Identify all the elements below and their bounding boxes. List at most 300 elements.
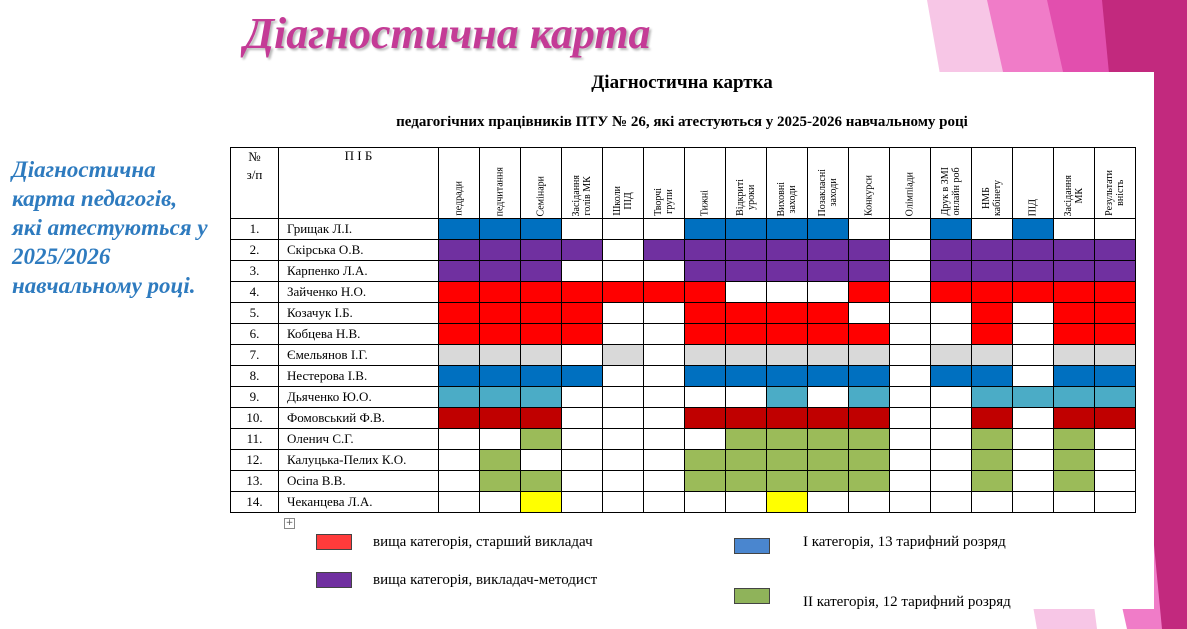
activity-cell [931,450,972,471]
activity-cell [767,261,808,282]
activity-cell [808,492,849,513]
activity-cell [480,450,521,471]
activity-cell [644,219,685,240]
header-column-label: Позакласні заходи [817,168,839,216]
legend-label-blue: І категорія, 13 тарифний розряд [803,534,1006,550]
activity-cell [1013,387,1054,408]
legend-swatch-red [316,534,352,550]
header-column [439,148,480,219]
header-column [1095,148,1136,219]
activity-cell [1054,450,1095,471]
activity-cell [1054,303,1095,324]
table-row [231,261,1136,282]
activity-cell [767,471,808,492]
activity-cell [562,492,603,513]
teacher-name: Оленич С.Г. [279,429,439,450]
header-column [931,148,972,219]
activity-cell [808,387,849,408]
activity-cell [521,471,562,492]
activity-cell [480,492,521,513]
activity-cell [603,492,644,513]
activity-cell [1013,345,1054,366]
activity-cell [890,429,931,450]
activity-cell [1013,429,1054,450]
table-row [231,324,1136,345]
activity-cell [439,471,480,492]
activity-cell [808,408,849,429]
activity-cell [521,450,562,471]
activity-cell [890,240,931,261]
activity-cell [644,303,685,324]
activity-cell [644,408,685,429]
activity-cell [439,219,480,240]
activity-cell [849,492,890,513]
activity-cell [1095,492,1136,513]
activity-cell [767,408,808,429]
legend-label-purple: вища категорія, викладач-методист [373,572,598,588]
header-column-label: Результати вність [1104,170,1126,216]
activity-cell [767,387,808,408]
activity-cell [480,219,521,240]
activity-cell [644,471,685,492]
activity-cell [521,261,562,282]
activity-cell [1095,345,1136,366]
teacher-name: Скірська О.В. [279,240,439,261]
legend-swatch-green [734,588,770,604]
activity-cell [767,219,808,240]
header-column [767,148,808,219]
activity-cell [931,303,972,324]
row-number: 1. [231,219,279,240]
activity-cell [767,303,808,324]
table-row [231,345,1136,366]
activity-cell [972,387,1013,408]
activity-cell [808,429,849,450]
activity-cell [439,450,480,471]
activity-cell [521,429,562,450]
side-caption: Діагностична карта педагогів, які атестуються у 2025/2026 навчальному році. [12,157,208,298]
activity-cell [808,219,849,240]
header-column-label: Школи ПІД [612,186,634,216]
row-number: 8. [231,366,279,387]
activity-cell [439,240,480,261]
activity-cell [603,324,644,345]
activity-cell [1095,324,1136,345]
activity-cell [1095,429,1136,450]
teacher-name: Зайченко Н.О. [279,282,439,303]
header-column-label: ПІД [1027,198,1039,216]
activity-cell [726,492,767,513]
activity-cell [972,303,1013,324]
header-column-label: Творчі групи [653,188,675,216]
activity-cell [1095,387,1136,408]
header-column-label: Виховні заходи [776,181,798,216]
legend-label-red: вища категорія, старший викладач [373,534,593,550]
row-number: 12. [231,450,279,471]
activity-cell [644,450,685,471]
activity-cell [644,345,685,366]
activity-cell [972,492,1013,513]
activity-cell [726,408,767,429]
header-column-label: Семінари [535,175,547,216]
activity-cell [1095,219,1136,240]
activity-cell [603,261,644,282]
header-column [644,148,685,219]
activity-cell [808,282,849,303]
activity-cell [603,408,644,429]
activity-cell [1095,240,1136,261]
activity-cell [1054,492,1095,513]
teacher-name: Кобцева Н.В. [279,324,439,345]
header-column [1054,148,1095,219]
legend-swatch-blue [734,538,770,554]
activity-cell [521,303,562,324]
teacher-name: Ємельянов І.Г. [279,345,439,366]
activity-cell [480,303,521,324]
activity-cell [480,387,521,408]
activity-cell [1095,261,1136,282]
table-row [231,219,1136,240]
activity-cell [931,471,972,492]
activity-cell [808,366,849,387]
activity-cell [767,492,808,513]
row-number: 6. [231,324,279,345]
activity-cell [562,261,603,282]
activity-cell [890,471,931,492]
header-column [849,148,890,219]
activity-cell [439,429,480,450]
activity-cell [644,282,685,303]
activity-cell [439,366,480,387]
header-column-label: педчитання [494,166,506,216]
activity-cell [685,324,726,345]
activity-cell [562,450,603,471]
header-column-label: Тижні [699,189,711,216]
activity-cell [480,429,521,450]
activity-cell [562,345,603,366]
activity-cell [849,387,890,408]
activity-cell [767,282,808,303]
activity-cell [726,219,767,240]
activity-cell [1054,345,1095,366]
activity-cell [439,261,480,282]
teacher-name: Осіпа В.В. [279,471,439,492]
activity-cell [1054,219,1095,240]
activity-cell [644,324,685,345]
header-column-label: Відкриті уроки [735,179,757,216]
activity-cell [890,408,931,429]
header-column-label: Засідання МК [1063,174,1085,216]
activity-cell [808,303,849,324]
activity-cell [726,303,767,324]
activity-cell [767,345,808,366]
activity-cell [849,303,890,324]
activity-cell [972,261,1013,282]
activity-cell [603,303,644,324]
activity-cell [603,366,644,387]
activity-cell [931,219,972,240]
activity-cell [644,240,685,261]
activity-cell [521,492,562,513]
activity-cell [439,492,480,513]
diagnostic-table [230,147,1136,513]
activity-cell [726,240,767,261]
activity-cell [685,450,726,471]
activity-cell [1054,429,1095,450]
activity-cell [480,282,521,303]
activity-cell [808,324,849,345]
activity-cell [562,387,603,408]
activity-cell [972,282,1013,303]
activity-cell [1095,471,1136,492]
header-column [521,148,562,219]
activity-cell [1013,282,1054,303]
activity-cell [685,303,726,324]
activity-cell [849,471,890,492]
row-number: 3. [231,261,279,282]
activity-cell [644,261,685,282]
activity-cell [890,366,931,387]
table-row [231,471,1136,492]
activity-cell [1013,408,1054,429]
activity-cell [972,324,1013,345]
activity-cell [1013,450,1054,471]
activity-cell [767,450,808,471]
activity-cell [1054,366,1095,387]
header-column [480,148,521,219]
activity-cell [972,429,1013,450]
activity-cell [521,282,562,303]
activity-cell [685,492,726,513]
activity-cell [726,450,767,471]
activity-cell [1095,303,1136,324]
activity-cell [849,408,890,429]
header-column-label: Олімпіади [904,171,916,216]
activity-cell [521,324,562,345]
activity-cell [808,471,849,492]
activity-cell [972,450,1013,471]
header-column-label: Друк в ЗМІ онлайн роб [940,167,962,216]
activity-cell [603,429,644,450]
activity-cell [439,324,480,345]
activity-cell [1054,324,1095,345]
activity-cell [603,282,644,303]
activity-cell [890,303,931,324]
activity-cell [439,408,480,429]
activity-cell [1054,282,1095,303]
activity-cell [685,219,726,240]
table-row [231,408,1136,429]
activity-cell [644,366,685,387]
activity-cell [1013,303,1054,324]
activity-cell [849,345,890,366]
teacher-name: Калуцька-Пелих К.О. [279,450,439,471]
activity-cell [480,261,521,282]
table-row [231,240,1136,261]
table-row [231,366,1136,387]
header-column-label: НМБ кабінету [981,179,1003,216]
activity-cell [931,408,972,429]
activity-cell [1013,471,1054,492]
activity-cell [644,387,685,408]
activity-cell [931,366,972,387]
activity-cell [726,366,767,387]
table-header-row [231,148,1136,219]
activity-cell [726,471,767,492]
activity-cell [726,282,767,303]
row-number: 11. [231,429,279,450]
activity-cell [972,408,1013,429]
activity-cell [931,240,972,261]
table-row [231,303,1136,324]
activity-cell [562,303,603,324]
activity-cell [644,429,685,450]
activity-cell [972,219,1013,240]
activity-cell [808,345,849,366]
activity-cell [644,492,685,513]
activity-cell [849,429,890,450]
activity-cell [685,387,726,408]
activity-cell [1054,261,1095,282]
activity-cell [562,408,603,429]
activity-cell [890,261,931,282]
activity-cell [931,345,972,366]
header-column [685,148,726,219]
row-number: 4. [231,282,279,303]
activity-cell [890,282,931,303]
activity-cell [726,261,767,282]
activity-cell [562,219,603,240]
teacher-name: Дьяченко Ю.О. [279,387,439,408]
activity-cell [849,324,890,345]
activity-cell [767,366,808,387]
activity-cell [521,366,562,387]
activity-cell [480,471,521,492]
activity-cell [1054,240,1095,261]
activity-cell [1013,492,1054,513]
activity-cell [767,240,808,261]
row-number: 2. [231,240,279,261]
activity-cell [685,282,726,303]
header-column [890,148,931,219]
activity-cell [849,282,890,303]
activity-cell [931,387,972,408]
activity-cell [685,471,726,492]
activity-cell [439,282,480,303]
activity-cell [931,429,972,450]
activity-cell [603,387,644,408]
activity-cell [480,324,521,345]
table-row [231,387,1136,408]
activity-cell [849,240,890,261]
header-column [603,148,644,219]
activity-cell [972,240,1013,261]
activity-cell [685,366,726,387]
activity-cell [972,471,1013,492]
activity-cell [562,471,603,492]
activity-cell [685,429,726,450]
activity-cell [480,345,521,366]
activity-cell [480,408,521,429]
activity-cell [849,219,890,240]
activity-cell [603,450,644,471]
teacher-name: Карпенко Л.А. [279,261,439,282]
activity-cell [890,492,931,513]
activity-cell [972,345,1013,366]
document-subtitle: педагогічних працівників ПТУ № 26, які атестуються у 2025-2026 навчальному році [396,114,968,130]
teacher-name: Нестерова І.В. [279,366,439,387]
activity-cell [1095,450,1136,471]
activity-cell [439,303,480,324]
activity-cell [726,345,767,366]
activity-cell [726,429,767,450]
activity-cell [726,324,767,345]
activity-cell [931,261,972,282]
activity-cell [685,345,726,366]
activity-cell [685,408,726,429]
header-column-label: Засідання голів МК [571,174,593,216]
activity-cell [808,261,849,282]
activity-cell [972,366,1013,387]
activity-cell [1095,282,1136,303]
activity-cell [767,324,808,345]
teacher-name: Фомовський Ф.В. [279,408,439,429]
document-page [230,72,1154,609]
table-row [231,450,1136,471]
activity-cell [767,429,808,450]
activity-cell [603,219,644,240]
activity-cell [1095,366,1136,387]
activity-cell [439,345,480,366]
activity-cell [521,387,562,408]
activity-cell [685,261,726,282]
activity-cell [562,366,603,387]
activity-cell [480,366,521,387]
activity-cell [808,450,849,471]
teacher-name: Грищак Л.І. [279,219,439,240]
activity-cell [726,387,767,408]
activity-cell [1013,324,1054,345]
activity-cell [849,261,890,282]
table-move-handle-icon[interactable]: + [285,518,294,528]
activity-cell [439,387,480,408]
activity-cell [562,324,603,345]
activity-cell [890,387,931,408]
header-column [562,148,603,219]
header-column-label: Конкурси [863,174,875,216]
activity-cell [1013,261,1054,282]
slide-title: Діагностична карта [244,9,651,58]
header-column [972,148,1013,219]
row-number: 14. [231,492,279,513]
activity-cell [1013,219,1054,240]
activity-cell [1054,408,1095,429]
table-row [231,429,1136,450]
row-number: 7. [231,345,279,366]
activity-cell [562,282,603,303]
header-name: П І Б [279,148,439,219]
activity-cell [1054,471,1095,492]
activity-cell [849,450,890,471]
row-number: 5. [231,303,279,324]
activity-cell [603,345,644,366]
activity-cell [931,282,972,303]
activity-cell [480,240,521,261]
legend-swatch-purple [316,572,352,588]
activity-cell [808,240,849,261]
activity-cell [521,345,562,366]
header-column-label: педради [453,181,465,216]
